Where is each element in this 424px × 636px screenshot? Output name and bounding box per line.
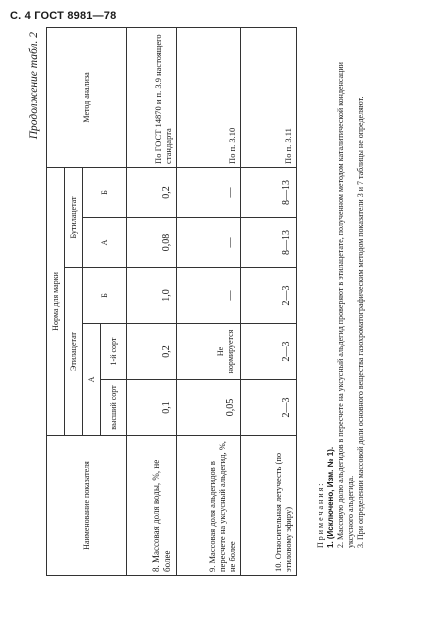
notes (316, 30, 366, 570)
cell-first-grade: 2—3 (241, 324, 297, 380)
cell-grade-b: 2—3 (241, 268, 297, 324)
note-1 (326, 30, 336, 570)
row-name: 9. Массовая доля альдегидов в пересчете на уксусный альдегид, %, не более (177, 436, 241, 576)
table-row (127, 27, 177, 575)
cell-grade-b: — (177, 268, 241, 324)
cell-grade-b: 1,0 (127, 268, 177, 324)
header-method: Метод анализа (47, 27, 127, 167)
notes-heading: Примечания: (316, 481, 325, 548)
header-grade-a: А (83, 324, 101, 436)
cell-method: По п. 3.11 (241, 27, 297, 167)
cell-butyl-a: 0,08 (127, 218, 177, 268)
cell-butyl-b: — (177, 167, 241, 217)
cell-butyl-b: 0,2 (127, 167, 177, 217)
cell-first-grade: Не нормируется (177, 324, 241, 380)
cell-top-grade: 2—3 (241, 380, 297, 436)
table-row (241, 27, 297, 575)
rotated-content (26, 24, 398, 584)
header-ethyl-acetate: Этилацетат (65, 268, 83, 436)
cell-top-grade: 0,05 (177, 380, 241, 436)
row-name: 8. Массовая доля воды, %, не более (127, 436, 177, 576)
header-butyl-grade-b: Б (83, 167, 127, 217)
page-header: С. 4 ГОСТ 8981—78 (10, 10, 117, 22)
cell-method: По ГОСТ 14870 и п. 3.9 настоящего стандарта (127, 27, 177, 167)
header-top-grade: высший сорт (101, 380, 127, 436)
cell-first-grade: 0,2 (127, 324, 177, 380)
header-first-grade: 1-й сорт (101, 324, 127, 380)
cell-butyl-a: 8—13 (241, 218, 297, 268)
cell-method: По п. 3.10 (177, 27, 241, 167)
header-butyl-grade-a: А (83, 218, 127, 268)
header-norm: Норма для марки (47, 167, 65, 435)
cell-top-grade: 0,1 (127, 380, 177, 436)
cell-butyl-b: 8—13 (241, 167, 297, 217)
continuation-label: Продолжение табл. 2 (28, 32, 40, 140)
parameters-table (46, 27, 297, 576)
note-3: 3. При определении массовой доли основного вещества газохроматографическим методом показатели 3 и 7 таблицы не определяют. (356, 96, 365, 548)
header-parameter-name: Наименование показателя (47, 436, 127, 576)
table-row (177, 27, 241, 575)
note-2: 2. Массовую долю альдегидов в пересчете на уксусный альдегид проверяют в этилацетате, полученном методом каталитической конденсации уксусного альдегида. (336, 62, 355, 548)
header-butyl-acetate: Бутилацетат (65, 167, 83, 267)
header-grade-b: Б (83, 268, 127, 324)
row-name: 10. Относительная летучесть (по этиловому эфиру) (241, 436, 297, 576)
note-1-text: 1. (Исключено, Изм. № 1). (326, 446, 335, 548)
cell-butyl-a: — (177, 218, 241, 268)
